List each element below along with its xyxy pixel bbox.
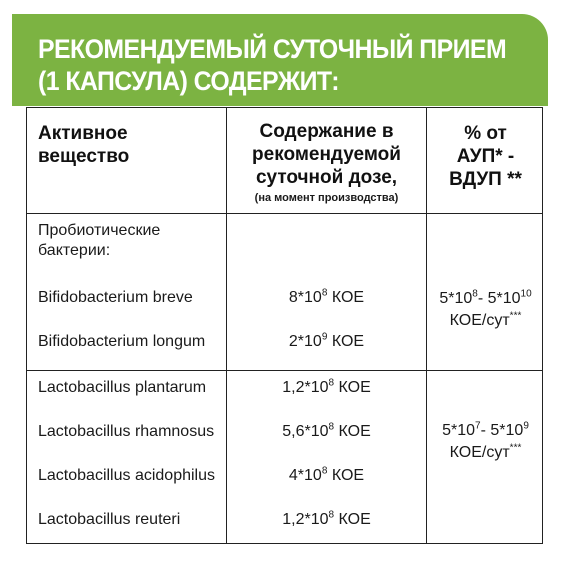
header-active-substance bbox=[38, 122, 238, 168]
header-percent bbox=[427, 122, 544, 191]
percent-value bbox=[427, 288, 544, 332]
dose-exponent: 8 bbox=[328, 421, 335, 433]
header-content bbox=[227, 120, 426, 189]
dose-exponent: 8 bbox=[321, 465, 328, 477]
dose-base: 2*10 bbox=[288, 333, 322, 350]
group-label-line: Пробиотические bbox=[38, 222, 161, 239]
dose-unit: КОЕ bbox=[334, 423, 371, 440]
percent-to: - 5*10 bbox=[480, 422, 524, 439]
percent-unit: КОЕ/сут bbox=[449, 444, 510, 461]
header-text: ВДУП ** bbox=[449, 169, 522, 190]
header-text: % от bbox=[464, 123, 507, 144]
substance-name: Bifidobacterium longum bbox=[38, 333, 206, 350]
dose-exponent: 8 bbox=[328, 377, 335, 389]
header-text: рекомендуемой bbox=[252, 144, 401, 165]
percent-to: - 5*10 bbox=[477, 290, 521, 307]
dose-value bbox=[227, 510, 426, 530]
dose-value bbox=[227, 288, 426, 308]
dose-base: 4*10 bbox=[288, 467, 322, 484]
percent-from-exp: 7 bbox=[475, 420, 481, 432]
dose-value bbox=[227, 422, 426, 442]
percent-to-exp: 9 bbox=[523, 420, 529, 432]
substance-name: Lactobacillus acidophilus bbox=[38, 467, 215, 484]
substance-name: Bifidobacterium breve bbox=[38, 289, 193, 306]
percent-unit: КОЕ/сут bbox=[449, 312, 510, 329]
dose-unit: КОЕ bbox=[327, 333, 365, 350]
substance-name: Lactobacillus rhamnosus bbox=[38, 423, 215, 440]
dose-exponent: 9 bbox=[321, 331, 328, 343]
dose-unit: КОЕ bbox=[327, 289, 365, 306]
dose-exponent: 8 bbox=[328, 509, 335, 521]
percent-to-exp: 10 bbox=[520, 288, 532, 300]
dose-base: 1,2*10 bbox=[282, 379, 329, 396]
dose-value bbox=[227, 378, 426, 398]
dose-unit: КОЕ bbox=[334, 379, 371, 396]
dose-unit: КОЕ bbox=[334, 511, 371, 528]
header-divider bbox=[27, 213, 542, 214]
header-content-note: (на момент производства) bbox=[254, 192, 399, 204]
header-text: вещество bbox=[38, 146, 130, 167]
header-text: АУП* - bbox=[456, 146, 515, 167]
group-divider bbox=[27, 370, 542, 371]
group-label bbox=[38, 221, 160, 261]
substance-name: Lactobacillus plantarum bbox=[38, 379, 207, 396]
percent-from: 5*10 bbox=[442, 422, 476, 439]
header-text: Активное bbox=[38, 123, 128, 144]
header-text: суточной дозе, bbox=[255, 167, 398, 188]
composition-table bbox=[26, 107, 543, 544]
dose-unit: КОЕ bbox=[327, 467, 365, 484]
banner-title-line-1: РЕКОМЕНДУЕМЫЙ СУТОЧНЫЙ ПРИЕМ bbox=[38, 34, 507, 64]
percent-value bbox=[427, 420, 544, 464]
percent-unit-footnote: *** bbox=[509, 310, 522, 322]
header-text: Содержание в bbox=[259, 121, 394, 142]
dose-base: 5,6*10 bbox=[282, 423, 329, 440]
dose-exponent: 8 bbox=[321, 287, 328, 299]
dose-value bbox=[227, 466, 426, 486]
percent-from: 5*10 bbox=[439, 290, 473, 307]
percent-unit-footnote: *** bbox=[509, 442, 522, 454]
substance-name: Lactobacillus reuteri bbox=[38, 511, 181, 528]
banner-title-line-2: (1 КАПСУЛА) СОДЕРЖИТ: bbox=[38, 66, 339, 96]
dose-value bbox=[227, 332, 426, 352]
dose-base: 8*10 bbox=[288, 289, 322, 306]
dose-base: 1,2*10 bbox=[282, 511, 329, 528]
title-banner bbox=[12, 14, 548, 106]
percent-from-exp: 8 bbox=[472, 288, 478, 300]
group-label-line: бактерии: bbox=[38, 242, 111, 259]
